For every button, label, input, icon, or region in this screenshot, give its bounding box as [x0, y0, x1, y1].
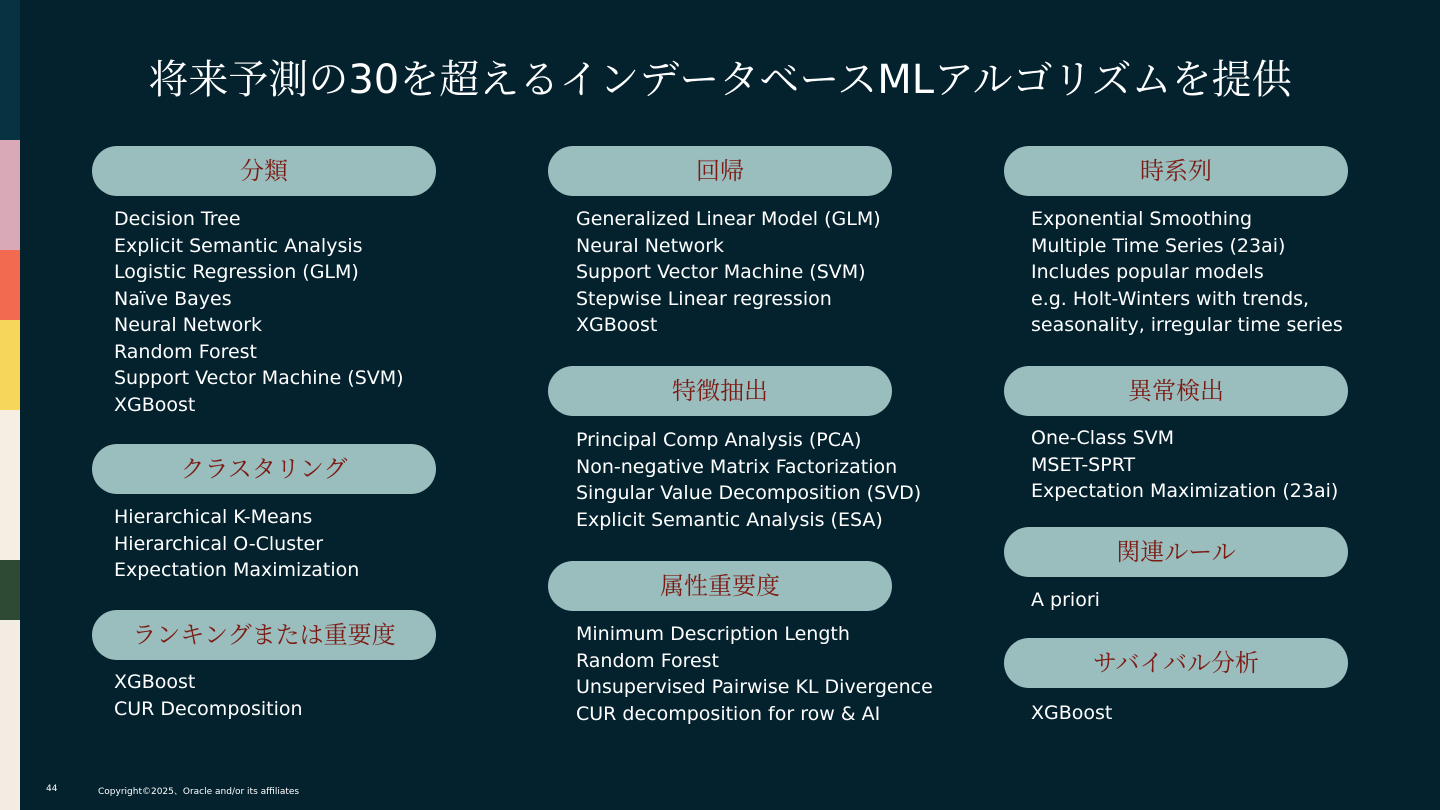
list-item: Hierarchical O-Cluster: [114, 532, 324, 555]
list-item: Logistic Regression (GLM): [114, 261, 359, 283]
category-pill-classification: 分類: [92, 146, 436, 196]
decorative-stripe: [0, 0, 20, 810]
list-item: XGBoost: [1031, 702, 1113, 724]
list-item: One-Class SVM: [1031, 427, 1175, 449]
slide-title: 将来予測の30を超えるインデータベースMLアルゴリズムを提供: [148, 57, 1292, 103]
list-time-series: [1031, 206, 1343, 339]
list-item: Principal Comp Analysis (PCA): [576, 429, 862, 451]
copyright: Copyright©2025、Oracle and/or its affiliates: [98, 787, 300, 797]
list-item: Non-negative Matrix Factorization: [576, 455, 898, 478]
category-pill-association-rules: 関連ルール: [1004, 527, 1348, 577]
list-association-rules: [1031, 587, 1100, 614]
category-pill-clustering: クラスタリング: [92, 444, 436, 494]
list-item: XGBoost: [114, 671, 196, 693]
list-item: Exponential Smoothing: [1031, 208, 1253, 230]
category-pill-regression: 回帰: [548, 146, 892, 196]
list-item: Hierarchical K-Means: [114, 506, 313, 528]
list-item: seasonality, irregular time series: [1031, 314, 1343, 336]
list-item: CUR Decomposition: [114, 697, 303, 720]
list-attribute-importance: [576, 621, 933, 727]
list-item: Naïve Bayes: [114, 287, 232, 310]
list-item: Explicit Semantic Analysis (ESA): [576, 508, 883, 531]
list-item: Random Forest: [576, 649, 720, 672]
list-regression: [576, 206, 881, 339]
list-item: Explicit Semantic Analysis: [114, 234, 363, 257]
list-item: Unsupervised Pairwise KL Divergence: [576, 676, 933, 698]
list-item: Support Vector Machine (SVM): [576, 261, 866, 283]
category-pill-feature-extraction: 特徴抽出: [548, 366, 892, 416]
list-classification: [114, 206, 404, 418]
list-item: Expectation Maximization: [114, 559, 360, 581]
list-item: CUR decomposition for row & AI: [576, 702, 881, 725]
list-item: Neural Network: [576, 234, 725, 257]
list-item: Generalized Linear Model (GLM): [576, 208, 881, 230]
list-item: MSET-SPRT: [1031, 453, 1136, 476]
list-item: e.g. Holt-Winters with trends,: [1031, 287, 1310, 310]
list-item: Decision Tree: [114, 208, 241, 230]
list-item: Random Forest: [114, 340, 258, 363]
category-pill-time-series: 時系列: [1004, 146, 1348, 196]
list-clustering: [114, 504, 359, 584]
list-item: XGBoost: [114, 393, 196, 416]
page-number: 44: [46, 784, 58, 794]
list-item: Minimum Description Length: [576, 623, 850, 645]
category-pill-survival-analysis: サバイバル分析: [1004, 638, 1348, 688]
category-pill-ranking: ランキングまたは重要度: [92, 610, 436, 660]
category-pill-attribute-importance: 属性重要度: [548, 561, 892, 611]
list-anomaly-detection: [1031, 425, 1338, 505]
list-item: Stepwise Linear regression: [576, 287, 832, 310]
list-ranking: [114, 669, 303, 722]
list-survival-analysis: [1031, 700, 1112, 727]
list-item: Includes popular models: [1031, 261, 1264, 283]
list-item: A priori: [1031, 589, 1100, 611]
list-feature-extraction: [576, 427, 921, 533]
list-item: Singular Value Decomposition (SVD): [576, 482, 922, 504]
list-item: Expectation Maximization (23ai): [1031, 480, 1339, 502]
category-pill-anomaly-detection: 異常検出: [1004, 366, 1348, 416]
list-item: Support Vector Machine (SVM): [114, 367, 404, 389]
list-item: Multiple Time Series (23ai): [1031, 234, 1286, 257]
list-item: XGBoost: [576, 314, 658, 336]
list-item: Neural Network: [114, 314, 263, 336]
